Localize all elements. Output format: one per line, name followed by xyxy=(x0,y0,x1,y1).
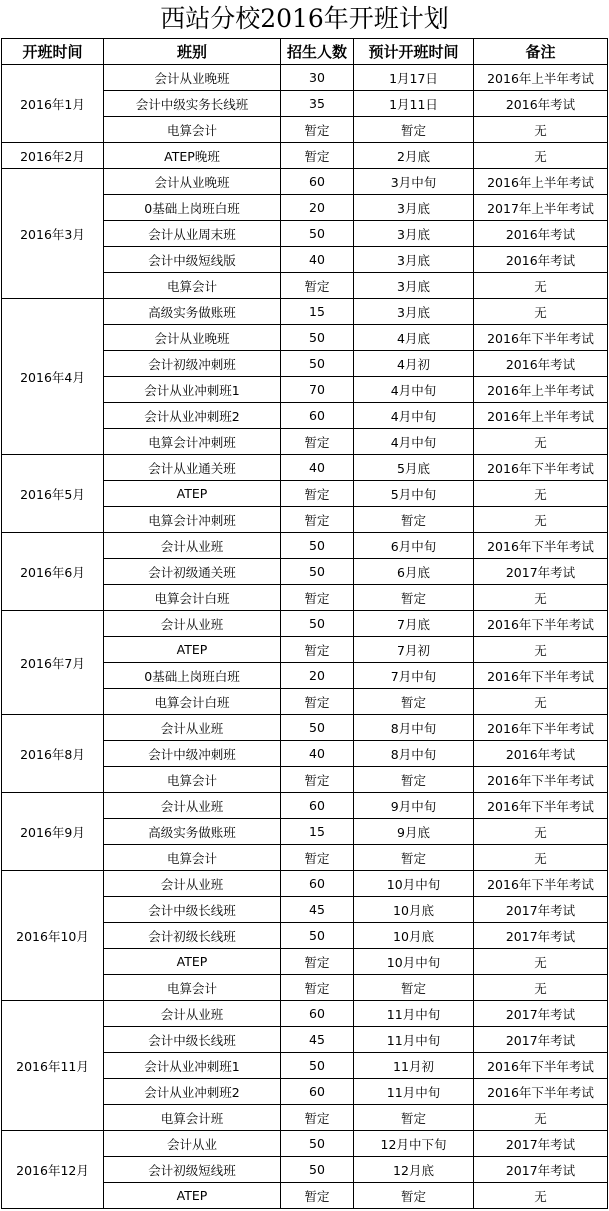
start-cell: 3月中旬 xyxy=(354,169,474,195)
count-cell: 暂定 xyxy=(281,585,354,611)
start-cell: 9月中旬 xyxy=(354,793,474,819)
note-cell: 无 xyxy=(474,299,608,325)
note-cell: 2017年考试 xyxy=(474,897,608,923)
table-row xyxy=(2,793,608,819)
class-cell: ATEP晚班 xyxy=(104,143,281,169)
start-cell: 暂定 xyxy=(354,689,474,715)
note-cell: 2016年下半年考试 xyxy=(474,611,608,637)
class-cell: 会计从业冲刺班2 xyxy=(104,1079,281,1105)
table-row xyxy=(2,1131,608,1157)
note-cell: 2016年下半年考试 xyxy=(474,871,608,897)
class-cell: 电算会计冲刺班 xyxy=(104,507,281,533)
count-cell: 暂定 xyxy=(281,975,354,1001)
table-row xyxy=(2,169,608,195)
table-row xyxy=(2,871,608,897)
class-cell: 会计从业冲刺班2 xyxy=(104,403,281,429)
class-cell: 电算会计 xyxy=(104,767,281,793)
month-cell: 2016年6月 xyxy=(2,533,104,611)
note-cell: 2017年上半年考试 xyxy=(474,195,608,221)
class-cell: 0基础上岗班白班 xyxy=(104,663,281,689)
start-cell: 暂定 xyxy=(354,845,474,871)
count-cell: 暂定 xyxy=(281,1105,354,1131)
month-cell: 2016年3月 xyxy=(2,169,104,299)
count-cell: 30 xyxy=(281,65,354,91)
start-cell: 11月中旬 xyxy=(354,1001,474,1027)
note-cell: 2017年考试 xyxy=(474,559,608,585)
note-cell: 2016年下半年考试 xyxy=(474,793,608,819)
count-cell: 50 xyxy=(281,923,354,949)
note-cell: 2016年考试 xyxy=(474,247,608,273)
header-class: 班别 xyxy=(104,39,281,65)
start-cell: 1月11日 xyxy=(354,91,474,117)
note-cell: 2017年考试 xyxy=(474,1001,608,1027)
class-cell: 会计中级长线班 xyxy=(104,897,281,923)
start-cell: 2月底 xyxy=(354,143,474,169)
note-cell: 2016年上半年考试 xyxy=(474,169,608,195)
count-cell: 50 xyxy=(281,1131,354,1157)
count-cell: 50 xyxy=(281,611,354,637)
class-cell: 会计初级长线班 xyxy=(104,923,281,949)
class-cell: 电算会计 xyxy=(104,117,281,143)
table-row xyxy=(2,715,608,741)
count-cell: 60 xyxy=(281,1079,354,1105)
class-cell: 高级实务做账班 xyxy=(104,299,281,325)
note-cell: 2017年考试 xyxy=(474,1027,608,1053)
note-cell: 2016年下半年考试 xyxy=(474,715,608,741)
note-cell: 无 xyxy=(474,1105,608,1131)
class-cell: ATEP xyxy=(104,637,281,663)
class-cell: 0基础上岗班白班 xyxy=(104,195,281,221)
count-cell: 暂定 xyxy=(281,1183,354,1209)
start-cell: 8月中旬 xyxy=(354,741,474,767)
count-cell: 暂定 xyxy=(281,949,354,975)
month-cell: 2016年12月 xyxy=(2,1131,104,1209)
class-cell: 会计中级冲刺班 xyxy=(104,741,281,767)
note-cell: 2016年下半年考试 xyxy=(474,1053,608,1079)
class-cell: 会计中级短线版 xyxy=(104,247,281,273)
class-cell: 电算会计冲刺班 xyxy=(104,429,281,455)
note-cell: 2016年下半年考试 xyxy=(474,533,608,559)
note-cell: 2016年下半年考试 xyxy=(474,1079,608,1105)
note-cell: 无 xyxy=(474,507,608,533)
note-cell: 无 xyxy=(474,949,608,975)
count-cell: 50 xyxy=(281,221,354,247)
count-cell: 70 xyxy=(281,377,354,403)
class-cell: 会计中级实务长线班 xyxy=(104,91,281,117)
count-cell: 20 xyxy=(281,663,354,689)
note-cell: 无 xyxy=(474,429,608,455)
note-cell: 2016年下半年考试 xyxy=(474,325,608,351)
start-cell: 3月底 xyxy=(354,221,474,247)
count-cell: 60 xyxy=(281,793,354,819)
start-cell: 4月中旬 xyxy=(354,403,474,429)
class-cell: 电算会计 xyxy=(104,975,281,1001)
count-cell: 40 xyxy=(281,247,354,273)
class-cell: 会计从业冲刺班1 xyxy=(104,1053,281,1079)
class-cell: 电算会计班 xyxy=(104,1105,281,1131)
start-cell: 4月初 xyxy=(354,351,474,377)
count-cell: 40 xyxy=(281,455,354,481)
table-header xyxy=(2,39,608,65)
count-cell: 45 xyxy=(281,897,354,923)
month-cell: 2016年10月 xyxy=(2,871,104,1001)
note-cell: 无 xyxy=(474,585,608,611)
count-cell: 暂定 xyxy=(281,117,354,143)
note-cell: 2016年考试 xyxy=(474,91,608,117)
start-cell: 11月初 xyxy=(354,1053,474,1079)
start-cell: 暂定 xyxy=(354,585,474,611)
month-cell: 2016年5月 xyxy=(2,455,104,533)
table-row xyxy=(2,533,608,559)
class-cell: 高级实务做账班 xyxy=(104,819,281,845)
table-row xyxy=(2,1001,608,1027)
start-cell: 11月中旬 xyxy=(354,1027,474,1053)
class-cell: 会计从业通关班 xyxy=(104,455,281,481)
table-row xyxy=(2,299,608,325)
count-cell: 暂定 xyxy=(281,481,354,507)
class-cell: 会计从业周末班 xyxy=(104,221,281,247)
count-cell: 60 xyxy=(281,403,354,429)
note-cell: 2016年考试 xyxy=(474,351,608,377)
table-row xyxy=(2,65,608,91)
start-cell: 6月底 xyxy=(354,559,474,585)
count-cell: 15 xyxy=(281,299,354,325)
note-cell: 2016年上半年考试 xyxy=(474,65,608,91)
note-cell: 2016年考试 xyxy=(474,741,608,767)
class-cell: 电算会计白班 xyxy=(104,585,281,611)
note-cell: 无 xyxy=(474,975,608,1001)
start-cell: 暂定 xyxy=(354,507,474,533)
start-cell: 4月底 xyxy=(354,325,474,351)
start-cell: 12月底 xyxy=(354,1157,474,1183)
start-cell: 9月底 xyxy=(354,819,474,845)
start-cell: 10月底 xyxy=(354,923,474,949)
note-cell: 2016年下半年考试 xyxy=(474,663,608,689)
start-cell: 暂定 xyxy=(354,117,474,143)
start-cell: 5月底 xyxy=(354,455,474,481)
note-cell: 无 xyxy=(474,117,608,143)
class-cell: 会计从业班 xyxy=(104,611,281,637)
note-cell: 无 xyxy=(474,819,608,845)
note-cell: 2016年下半年考试 xyxy=(474,767,608,793)
start-cell: 4月中旬 xyxy=(354,377,474,403)
start-cell: 10月底 xyxy=(354,897,474,923)
month-cell: 2016年8月 xyxy=(2,715,104,793)
class-cell: 会计从业班 xyxy=(104,533,281,559)
class-cell: 会计从业班 xyxy=(104,715,281,741)
note-cell: 无 xyxy=(474,689,608,715)
count-cell: 50 xyxy=(281,325,354,351)
start-cell: 暂定 xyxy=(354,1105,474,1131)
start-cell: 3月底 xyxy=(354,273,474,299)
note-cell: 无 xyxy=(474,481,608,507)
count-cell: 45 xyxy=(281,1027,354,1053)
table-row xyxy=(2,611,608,637)
header-month: 开班时间 xyxy=(2,39,104,65)
start-cell: 4月中旬 xyxy=(354,429,474,455)
month-cell: 2016年9月 xyxy=(2,793,104,871)
count-cell: 50 xyxy=(281,559,354,585)
class-cell: ATEP xyxy=(104,949,281,975)
count-cell: 暂定 xyxy=(281,143,354,169)
count-cell: 60 xyxy=(281,1001,354,1027)
note-cell: 2016年下半年考试 xyxy=(474,455,608,481)
table-row xyxy=(2,455,608,481)
header-note: 备注 xyxy=(474,39,608,65)
month-cell: 2016年2月 xyxy=(2,143,104,169)
count-cell: 暂定 xyxy=(281,689,354,715)
start-cell: 5月中旬 xyxy=(354,481,474,507)
table-row xyxy=(2,143,608,169)
start-cell: 1月17日 xyxy=(354,65,474,91)
count-cell: 50 xyxy=(281,533,354,559)
count-cell: 35 xyxy=(281,91,354,117)
month-cell: 2016年7月 xyxy=(2,611,104,715)
class-cell: 会计从业冲刺班1 xyxy=(104,377,281,403)
start-cell: 11月中旬 xyxy=(354,1079,474,1105)
count-cell: 40 xyxy=(281,741,354,767)
class-cell: 会计从业晚班 xyxy=(104,169,281,195)
count-cell: 60 xyxy=(281,871,354,897)
table-body xyxy=(2,65,608,1209)
header-row xyxy=(2,39,608,65)
count-cell: 15 xyxy=(281,819,354,845)
class-cell: 会计初级通关班 xyxy=(104,559,281,585)
class-cell: 会计从业晚班 xyxy=(104,65,281,91)
count-cell: 50 xyxy=(281,1053,354,1079)
count-cell: 50 xyxy=(281,1157,354,1183)
note-cell: 2017年考试 xyxy=(474,1157,608,1183)
start-cell: 10月中旬 xyxy=(354,871,474,897)
start-cell: 10月中旬 xyxy=(354,949,474,975)
start-cell: 7月初 xyxy=(354,637,474,663)
page-title: 西站分校2016年开班计划 xyxy=(160,4,449,33)
count-cell: 暂定 xyxy=(281,637,354,663)
count-cell: 50 xyxy=(281,715,354,741)
note-cell: 无 xyxy=(474,273,608,299)
class-cell: 会计初级冲刺班 xyxy=(104,351,281,377)
class-cell: 会计从业班 xyxy=(104,871,281,897)
class-cell: 电算会计白班 xyxy=(104,689,281,715)
start-cell: 6月中旬 xyxy=(354,533,474,559)
start-cell: 3月底 xyxy=(354,247,474,273)
note-cell: 2016年上半年考试 xyxy=(474,377,608,403)
schedule-table xyxy=(1,38,608,1209)
class-cell: 会计从业 xyxy=(104,1131,281,1157)
note-cell: 无 xyxy=(474,1183,608,1209)
count-cell: 暂定 xyxy=(281,273,354,299)
count-cell: 暂定 xyxy=(281,767,354,793)
class-cell: 电算会计 xyxy=(104,845,281,871)
class-cell: 会计中级长线班 xyxy=(104,1027,281,1053)
count-cell: 60 xyxy=(281,169,354,195)
header-start: 预计开班时间 xyxy=(354,39,474,65)
note-cell: 2016年考试 xyxy=(474,221,608,247)
month-cell: 2016年1月 xyxy=(2,65,104,143)
note-cell: 2017年考试 xyxy=(474,923,608,949)
note-cell: 无 xyxy=(474,143,608,169)
start-cell: 3月底 xyxy=(354,195,474,221)
start-cell: 12月中下旬 xyxy=(354,1131,474,1157)
class-cell: 电算会计 xyxy=(104,273,281,299)
count-cell: 暂定 xyxy=(281,507,354,533)
start-cell: 暂定 xyxy=(354,767,474,793)
month-cell: 2016年4月 xyxy=(2,299,104,455)
class-cell: ATEP xyxy=(104,481,281,507)
count-cell: 50 xyxy=(281,351,354,377)
note-cell: 2016年上半年考试 xyxy=(474,403,608,429)
class-cell: ATEP xyxy=(104,1183,281,1209)
class-cell: 会计从业班 xyxy=(104,1001,281,1027)
note-cell: 2017年考试 xyxy=(474,1131,608,1157)
start-cell: 暂定 xyxy=(354,1183,474,1209)
count-cell: 20 xyxy=(281,195,354,221)
start-cell: 3月底 xyxy=(354,299,474,325)
class-cell: 会计初级短线班 xyxy=(104,1157,281,1183)
note-cell: 无 xyxy=(474,845,608,871)
note-cell: 无 xyxy=(474,637,608,663)
start-cell: 暂定 xyxy=(354,975,474,1001)
month-cell: 2016年11月 xyxy=(2,1001,104,1131)
class-cell: 会计从业班 xyxy=(104,793,281,819)
start-cell: 7月中旬 xyxy=(354,663,474,689)
count-cell: 暂定 xyxy=(281,845,354,871)
class-cell: 会计从业晚班 xyxy=(104,325,281,351)
start-cell: 8月中旬 xyxy=(354,715,474,741)
count-cell: 暂定 xyxy=(281,429,354,455)
header-count: 招生人数 xyxy=(281,39,354,65)
start-cell: 7月底 xyxy=(354,611,474,637)
